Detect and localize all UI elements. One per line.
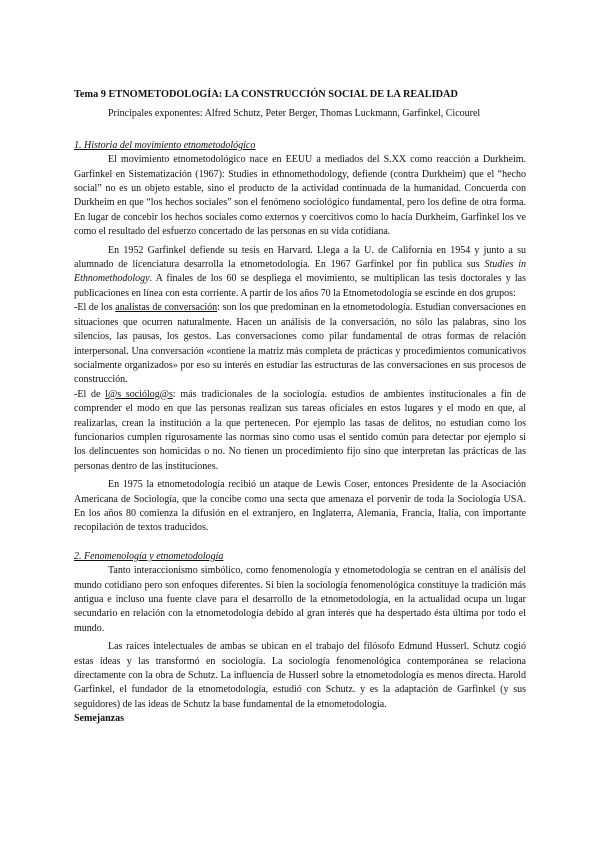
book-title: Studies in Ethnomethodology: [74, 259, 526, 285]
list-item-prefix: -El de: [74, 388, 106, 400]
paragraph-text: . A finales de los 60 se despliega el movimiento, se multiplican las tesis doctorales y las publicaciones en línea con esta corriente. A partir de los años 70 la Etnometodología se escinde en dos grupos:: [74, 273, 526, 299]
section-heading-history: 1. Historia del movimiento etnometodológico: [74, 139, 256, 151]
term-sociologists: l@s sociólog@s: [105, 388, 173, 400]
paragraph: En 1975 la etnometodología recibió un ataque de Lewis Coser, entonces Presidente de la Asociación Americana de Sociología, que la concibe como una secta que amenaza el porvenir de toda la Sociología USA. En los años 80 comienza la difusión en el extranjero, en Inglaterra, Alemania, Francia, Italia, con importante recopilación de textos traducidos.: [74, 479, 526, 534]
section-heading-phenomenology: 2. Fenomenología y etnometodología: [74, 550, 224, 562]
document-title: Tema 9 ETNOMETODOLOGÍA: LA CONSTRUCCIÓN SOCIAL DE LA REALIDAD: [74, 89, 458, 100]
list-item-text: : son los que predominan en la etnometodología. Estudian conversaciones en situaciones que ocurren naturalmente. Hacen un análisis de la conversación, no sólo las palabras, sino los silencios, las pausas, los gestos. Las conversaciones como pilar fundamental de otras formas de relación interpersonal. Una conversación «contiene la matriz más completa de prácticas y procedimientos comunicativos socialmente organizados» por eso su interés en estudiar las estructuras de las conversaciones en sus procesos de construcción.: [74, 302, 526, 386]
list-item-text: : más tradicionales de la sociología. estudios de ambientes institucionales a fin de comprender el modo en que las personas realizan sus tareas oficiales en estos lugares y el modo en que, al realizarlas, crean la institución a la que pertenecen. Por ejemplo las tasas de delitos, no estudian como los funcionarios cumplen rigurosamente las normas sino como usas el sentido común para detectar por ejemplo si los delincuentes son homicidas o no. No tienen un procedimiento fijo sino que interpretan las prácticas de las personas dentro de las instituciones.: [74, 388, 526, 472]
list-item-prefix: -El de los: [74, 302, 116, 314]
subheading-similarities: Semejanzas: [74, 713, 124, 725]
document-body: [74, 88, 526, 727]
paragraph: El movimiento etnometodológico nace en EEUU a mediados del S.XX como reacción a Durkheim. Garfinkel en Sistematización (1967): Studies in ethnomethodology, defiende (contra Durkheim) que el “hecho social” no es un objeto estable, sino el producto de la actividad continuada de la humanidad. Concuerda con Durkheim en que “los hechos sociales” son el fenómeno sociológico fundamental, pero los define de otra forma. En lugar de concebir los hechos sociales como externos y coercitivos como lo hacía Durkheim, Garfinkel los ve como el resultado del esfuerzo concertado de las personas en su vida cotidiana.: [74, 154, 526, 238]
paragraph: [74, 244, 526, 302]
term-conversation-analysts: analistas de conversación: [115, 302, 218, 314]
list-item: [74, 301, 526, 387]
paragraph: Tanto interaccionismo simbólico, como fenomenología y etnometodología se centran en el análisis del mundo cotidiano pero son enfoques diferentes. Si bien la sociología fenomenológica constituye la tradición más antigua e incluso una fuente clave para el desarrollo de la etnometodología, en la actualidad ocupa un lugar secundario en relación con la etnometodología debido al gran interés que ha despertado ésta última por todo el mundo.: [74, 565, 526, 634]
paragraph-text: En 1952 Garfinkel defiende su tesis en Harvard. Llega a la U. de California en 1954 y junto a su alumnado de licenciatura desarrolla la etnometodología. En 1967 Garfinkel por fin publica sus: [74, 244, 526, 271]
paragraph: Las raíces intelectuales de ambas se ubican en el trabajo del filósofo Edmund Husserl. Schutz cogió estas ideas y las transformó en sociología. La sociología fenomenológica contemporánea se relaciona directamente con la obra de Schutz. La influencia de Husserl sobre la etnometodología es menos directa. Harold Garfinkel, el fundador de la etnometodología, estudió con Schutz. y es la adaptación de Garfinkel (y sus seguidores) de las ideas de Schutz la base fundamental de la etnometodología.: [74, 641, 526, 710]
authors-line: Principales exponentes: Alfred Schutz, Peter Berger, Thomas Luckmann, Garfinkel, Cicourel: [108, 108, 481, 120]
list-item: [74, 388, 526, 474]
